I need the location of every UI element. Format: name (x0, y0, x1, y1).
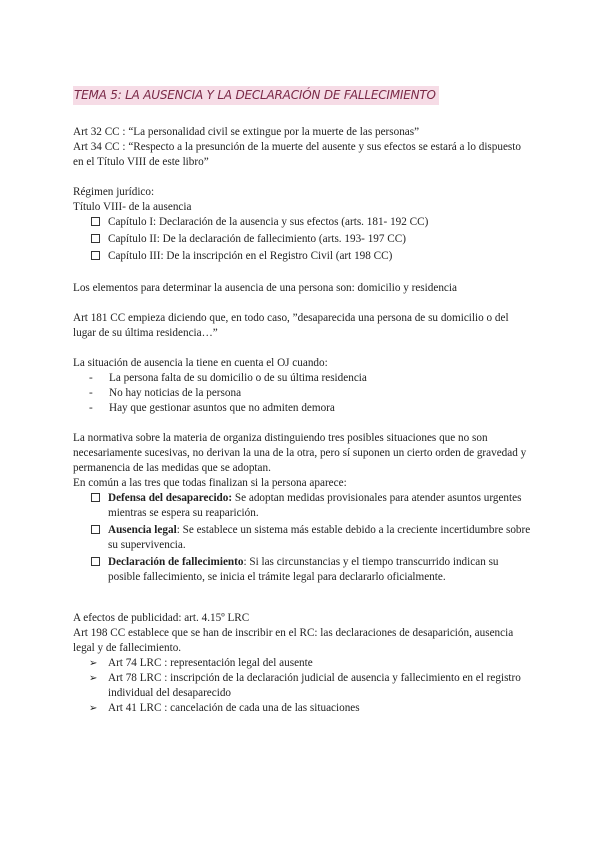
term-declaracion-fallecimiento: Declaración de fallecimiento (108, 556, 244, 568)
term-defensa: Defensa del desaparecido: (108, 492, 233, 504)
dash-bullet: - (89, 387, 93, 399)
spacer (73, 170, 533, 185)
list-item-text: Art 74 LRC : representación legal del ausente (108, 657, 313, 669)
art181-paragraph: Art 181 CC empieza diciendo que, en todo caso, ”desaparecida una persona de su domicilio o del lugar de su última residencia…” (73, 312, 509, 339)
term-description: Se adoptan medidas provisionales para atender asuntos urgentes mientras se espera su reaparición. (108, 492, 522, 519)
checkbox-icon[interactable] (91, 251, 100, 260)
situation-list (73, 371, 533, 416)
checklist-item-text: Capítulo III: De la inscripción en el Registro Civil (art 198 CC) (108, 250, 393, 262)
term-ausencia-legal: Ausencia legal (108, 524, 177, 536)
intro-art32: Art 32 CC : “La personalidad civil se extingue por la muerte de las personas” (73, 126, 420, 138)
list-item-text: Art 78 LRC : inscripción de la declaración judicial de ausencia y fallecimiento en el registro individual del desaparecido (108, 672, 521, 699)
document-title: TEMA 5: LA AUSENCIA Y LA DECLARACIÓN DE FALLECIMIENTO (73, 86, 439, 105)
list-item (89, 656, 533, 671)
checklist-item (91, 249, 533, 264)
document-page (73, 86, 533, 716)
checkbox-icon[interactable] (91, 525, 100, 534)
regimen-subheading: Título VIII- de la ausencia (73, 201, 192, 213)
publicidad-list (73, 656, 533, 716)
arrow-bullet-icon: ➢ (89, 703, 98, 714)
checkbox-icon[interactable] (91, 493, 100, 502)
arrow-bullet-icon: ➢ (89, 658, 98, 669)
list-item (89, 671, 533, 701)
term-description: : Si las circunstancias y el tiempo transcurrido indican su posible fallecimiento, se inicia el trámite legal para declararlo oficialmente. (108, 556, 499, 583)
spacer (73, 341, 533, 356)
situation-heading: La situación de ausencia la tiene en cuenta el OJ cuando: (73, 357, 328, 369)
regimen-checklist (73, 215, 533, 264)
list-item-text: Art 41 LRC : cancelación de cada una de las situaciones (108, 702, 360, 714)
arrow-bullet-icon: ➢ (89, 673, 98, 684)
normativa-checklist (73, 491, 533, 585)
list-item-text: La persona falta de su domicilio o de su última residencia (109, 372, 367, 384)
publicidad-heading: A efectos de publicidad: art. 4.15º LRC (73, 612, 250, 624)
checklist-item (91, 491, 533, 521)
normativa-paragraph: La normativa sobre la materia de organiza distinguiendo tres posibles situaciones que no son necesariamente sucesivas, no derivan la una de la otra, pero sí suponen un cierto orden de gravedad y permanencia de las medidas que se adoptan. (73, 432, 527, 474)
publicidad-paragraph: Art 198 CC establece que se han de inscribir en el RC: las declaraciones de desaparición, ausencia legal y de fallecimiento. (73, 627, 514, 654)
elements-paragraph: Los elementos para determinar la ausencia de una persona son: domicilio y residencia (73, 282, 457, 294)
spacer (73, 416, 533, 431)
checklist-item-text: Capítulo II: De la declaración de fallecimiento (arts. 193- 197 CC) (108, 233, 406, 245)
dash-bullet: - (89, 402, 93, 414)
list-item-text: No hay noticias de la persona (109, 387, 242, 399)
checkbox-icon[interactable] (91, 234, 100, 243)
list-item-text: Hay que gestionar asuntos que no admiten demora (109, 402, 335, 414)
checklist-item (91, 555, 533, 585)
normativa-common: En común a las tres que todas finalizan si la persona aparece: (73, 477, 347, 489)
list-item (89, 386, 533, 401)
dash-bullet: - (89, 372, 93, 384)
checkbox-icon[interactable] (91, 217, 100, 226)
checklist-item-text: Capítulo I: Declaración de la ausencia y sus efectos (arts. 181- 192 CC) (108, 216, 429, 228)
spacer (73, 266, 533, 281)
term-description: : Se establece un sistema más estable debido a la creciente incertidumbre sobre su supervivencia. (108, 524, 531, 551)
list-item (89, 701, 533, 716)
checklist-item (91, 523, 533, 553)
checkbox-icon[interactable] (91, 557, 100, 566)
list-item (89, 401, 533, 416)
checklist-item (91, 215, 533, 230)
spacer (73, 296, 533, 311)
intro-art34: Art 34 CC : “Respecto a la presunción de la muerte del ausente y sus efectos se estará a lo dispuesto en el Título VIII de este libro” (73, 141, 521, 168)
regimen-heading: Régimen jurídico: (73, 186, 155, 198)
checklist-item (91, 232, 533, 247)
spacer (73, 587, 533, 602)
spacer (73, 602, 533, 611)
list-item (89, 371, 533, 386)
